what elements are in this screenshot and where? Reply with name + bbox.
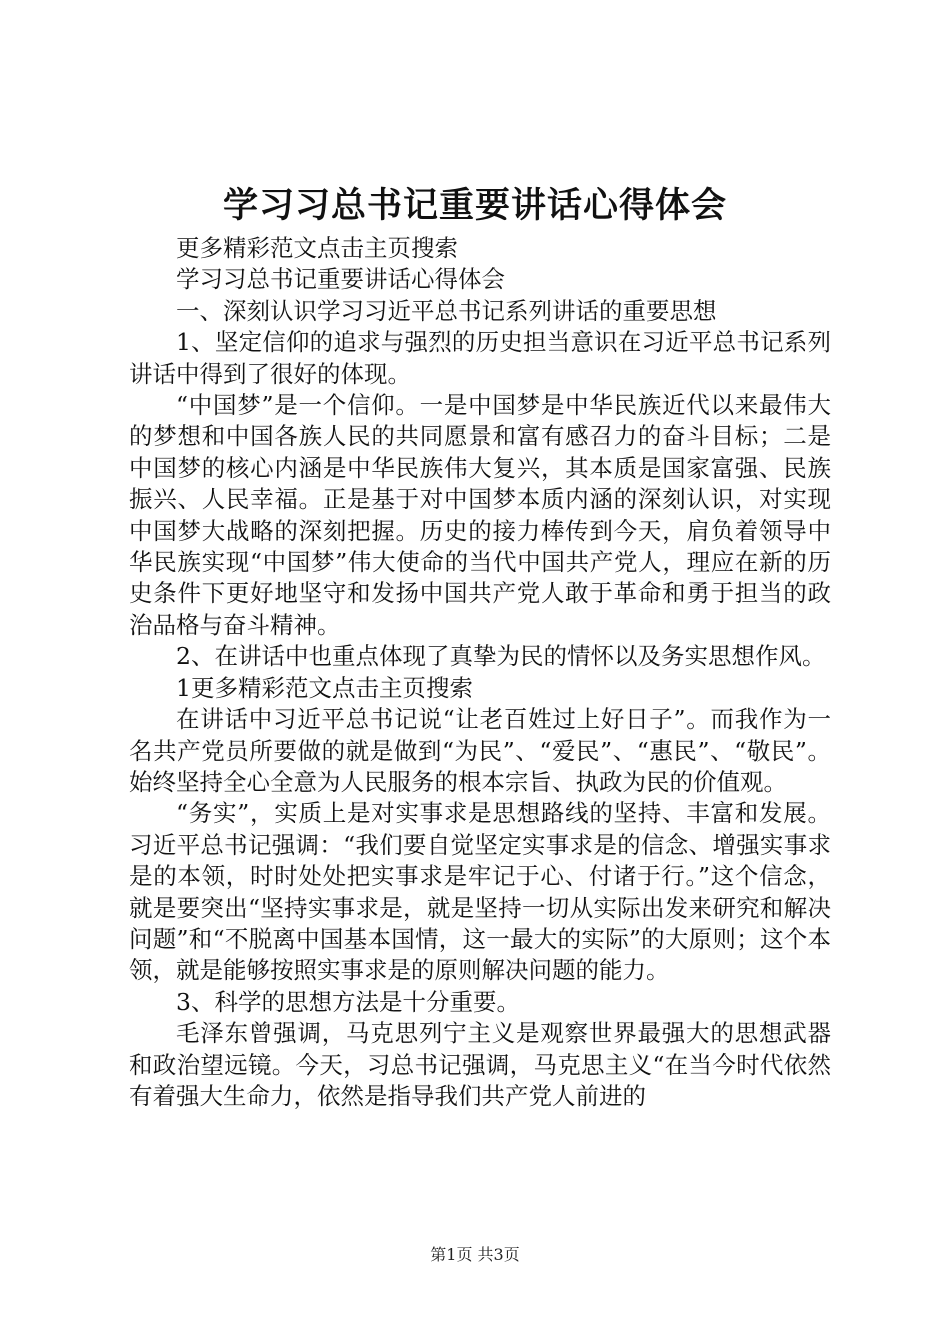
paragraph: “中国梦”是一个信仰。一是中国梦是中华民族近代以来最伟大的梦想和中国各族人民的共同愿景和富有感召力的奋斗目标；二是中国梦的核心内涵是中华民族伟大复兴，其本质是国家富强、民族振兴、人民幸福。正是基于对中国梦本质内涵的深刻认识，对实现中国梦大战略的深刻把握。历史的接力棒传到今天，肩负着领导中华民族实现“中国梦”伟大使命的当代中国共产党人，理应在新的历史条件下更好地坚守和发扬中国共产党人敢于革命和勇于担当的政治品格与奋斗精神。	[129, 391, 831, 639]
paragraph: 1、坚定信仰的追求与强烈的历史担当意识在习近平总书记系列讲话中得到了很好的体现。	[129, 328, 831, 388]
paragraph-more-link: 1更多精彩范文点击主页搜索	[176, 673, 473, 702]
paragraph: 在讲话中习近平总书记说“让老百姓过上好日子”。而我作为一名共产党员所要做的就是做到“为民”、“爱民”、“惠民”、“敬民”。始终坚持全心全意为人民服务的根本宗旨、执政为民的价值观。	[129, 705, 831, 796]
paragraph: 2、在讲话中也重点体现了真挚为民的情怀以及务实思想作风。	[176, 642, 826, 671]
paragraph-subtitle: 学习习总书记重要讲话心得体会	[176, 265, 505, 294]
document-body	[129, 233, 831, 1112]
document-title: 学习习总书记重要讲话心得体会	[222, 185, 727, 226]
paragraph-more-link: 更多精彩范文点击主页搜索	[176, 234, 458, 262]
page-number-footer: 第1页 共3页	[430, 1245, 520, 1264]
paragraph: 3、科学的思想方法是十分重要。	[176, 987, 520, 1016]
section-heading-1: 一、深刻认识学习习近平总书记系列讲话的重要思想	[176, 296, 717, 325]
paragraph: 毛泽东曾强调，马克思列宁主义是观察世界最强大的思想武器和政治望远镜。今天，习总书记强调，马克思主义“在当今时代依然有着强大生命力，依然是指导我们共产党人前进的	[129, 1019, 831, 1110]
paragraph: “务实”，实质上是对实事求是思想路线的坚持、丰富和发展。习近平总书记强调：“我们要自觉坚定实事求是的信念、增强实事求是的本领，时时处处把实事求是牢记于心、付诸于行。”这个信念，就是要突出“坚持实事求是，就是坚持一切从实际出发来研究和解决问题”和“不脱离中国基本国情，这一最大的实际”的大原则；这个本领，就是能够按照实事求是的原则解决问题的能力。	[129, 799, 831, 985]
